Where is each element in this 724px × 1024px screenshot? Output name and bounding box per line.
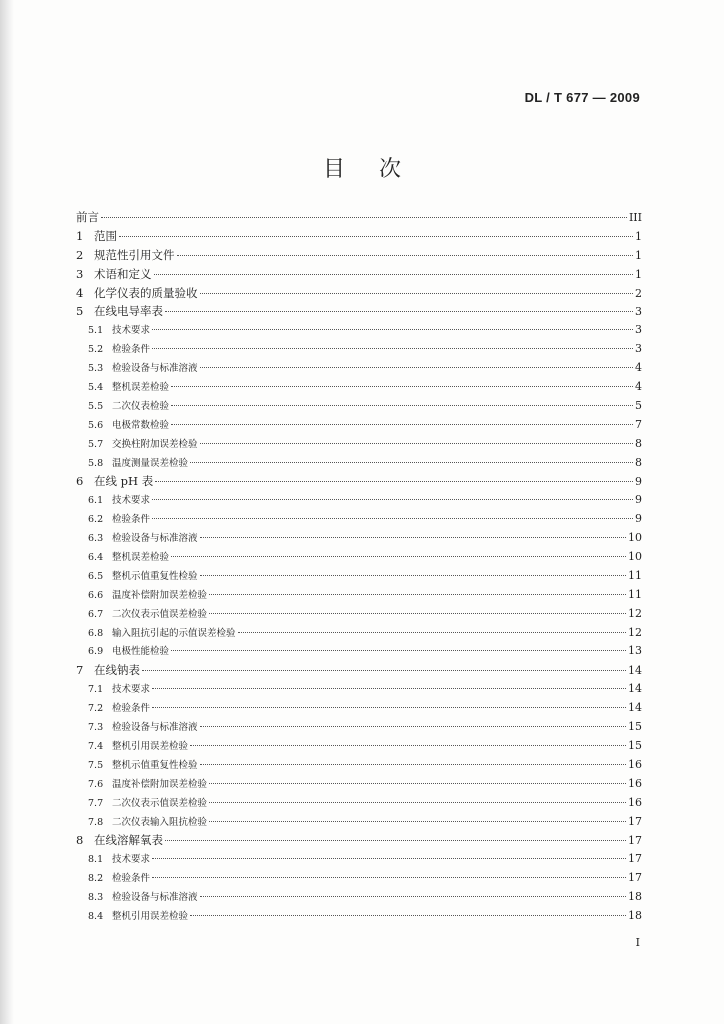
toc-entry[interactable] [76, 266, 642, 285]
toc-entry-page: 9 [635, 493, 642, 507]
toc-entry-title: 整机示值重复性检验 [112, 570, 198, 582]
toc-entry-page: 14 [628, 664, 642, 678]
toc-entry-title: 电极常数检验 [112, 419, 170, 431]
toc-entry-number: 8.2 [88, 873, 104, 885]
dot-leader [142, 670, 626, 671]
standard-code: DL / T 677 — 2009 [524, 90, 640, 105]
toc-entry[interactable] [76, 851, 642, 870]
toc-entry-page: 13 [628, 644, 642, 658]
toc-entry-title: 在线电导率表 [94, 304, 163, 319]
toc-entry-page: 15 [628, 738, 642, 752]
toc-entry-number: 6.5 [88, 570, 104, 582]
toc-entry-number: 5.2 [88, 344, 104, 356]
toc-entry[interactable] [76, 908, 642, 927]
toc-entry-page: 17 [628, 814, 642, 828]
dot-leader [155, 481, 633, 482]
toc-entry-page: III [628, 211, 642, 224]
toc-entry-page: 18 [628, 908, 642, 922]
toc-entry-number: 5.7 [88, 438, 104, 450]
dot-leader [200, 896, 626, 897]
dot-leader [152, 877, 626, 878]
toc-entry-page: 16 [628, 776, 642, 790]
toc-entry-page: 10 [628, 550, 642, 564]
toc-entry-title: 检验设备与标准溶液 [112, 892, 198, 904]
dot-leader [200, 293, 634, 294]
dot-leader [200, 367, 633, 368]
toc-entry-number: 5.4 [88, 382, 104, 394]
dot-leader [209, 783, 626, 784]
toc-entry-title: 输入阻抗引起的示值误差检验 [112, 627, 236, 639]
page-title: 目次 [322, 157, 435, 182]
toc-entry[interactable] [76, 379, 642, 398]
toc-entry[interactable] [76, 417, 642, 436]
toc-entry-title: 前言 [76, 210, 99, 224]
toc-entry-title: 检验条件 [112, 344, 151, 356]
toc-entry-page: 10 [628, 531, 642, 545]
toc-entry-page: 15 [628, 720, 642, 734]
toc-entry[interactable] [76, 757, 642, 776]
dot-leader [165, 311, 633, 312]
toc-entry-title: 整机示值重复性检验 [112, 759, 198, 771]
toc-entry-page: 17 [628, 834, 642, 848]
toc-entry-title: 检验条件 [112, 873, 151, 885]
toc-entry-number: 5.5 [88, 400, 104, 412]
toc-entry-page: 2 [635, 286, 642, 300]
dot-leader [101, 217, 627, 218]
toc-entry-number: 8.1 [88, 854, 104, 866]
toc-entry-page: 8 [635, 436, 642, 450]
dot-leader [171, 650, 626, 651]
toc-entry-number: 7.8 [88, 816, 104, 828]
toc-entry[interactable] [76, 322, 642, 341]
toc-entry[interactable] [76, 795, 642, 814]
toc-entry-title: 在线钠表 [94, 663, 140, 678]
toc-entry-page: 14 [628, 682, 642, 696]
dot-leader [209, 802, 626, 803]
toc-entry-page: 12 [628, 606, 642, 620]
toc-entry-number: 5 [76, 304, 84, 319]
toc-entry-title: 整机引用误差检验 [112, 910, 189, 922]
toc-entry-number: 6.4 [88, 552, 104, 564]
toc-entry[interactable] [76, 814, 642, 833]
toc-entry-title: 技术要求 [112, 325, 151, 337]
toc-entry[interactable] [76, 341, 642, 360]
toc-entry-page: 11 [628, 587, 642, 601]
dot-leader [152, 858, 626, 859]
toc-entry[interactable] [76, 832, 642, 851]
toc-entry-title: 温度测量误差检验 [112, 457, 189, 469]
toc-entry-number: 6.7 [88, 608, 104, 620]
toc-entry-title: 交换柱附加误差检验 [112, 438, 198, 450]
toc-entry[interactable] [76, 776, 642, 795]
toc-entry-number: 7.3 [88, 722, 104, 734]
dot-leader [154, 274, 634, 275]
dot-leader [200, 575, 626, 576]
dot-leader [200, 443, 633, 444]
toc-entry-number: 7.4 [88, 740, 104, 752]
toc-entry-page: 11 [628, 568, 642, 582]
toc-entry-page: 4 [635, 380, 642, 394]
toc-entry-number: 2 [76, 247, 84, 262]
dot-leader [152, 707, 626, 708]
toc-entry-page: 14 [628, 701, 642, 715]
toc-entry-page: 17 [628, 852, 642, 866]
dot-leader [152, 518, 633, 519]
toc-entry-title: 检验设备与标准溶液 [112, 363, 198, 375]
toc-entry-number: 5.6 [88, 419, 104, 431]
toc-entry-page: 1 [635, 248, 642, 262]
dot-leader [171, 424, 633, 425]
dot-leader [152, 688, 626, 689]
toc-entry-page: 16 [628, 795, 642, 809]
toc-entry-number: 8.4 [88, 910, 104, 922]
toc-entry[interactable] [76, 285, 642, 304]
toc-entry[interactable] [76, 247, 642, 266]
toc-entry[interactable] [76, 360, 642, 379]
toc-entry-title: 术语和定义 [94, 266, 152, 281]
toc-entry[interactable] [76, 436, 642, 455]
toc-entry-title: 检验设备与标准溶液 [112, 722, 198, 734]
toc-entry[interactable] [76, 719, 642, 738]
toc-entry[interactable] [76, 473, 642, 492]
toc-entry[interactable] [76, 700, 642, 719]
dot-leader [238, 632, 626, 633]
toc-entry-number: 8 [76, 833, 84, 848]
toc-entry[interactable] [76, 587, 642, 606]
toc-entry-number: 6.9 [88, 646, 104, 658]
dot-leader [209, 613, 626, 614]
toc-entry-page: 7 [635, 417, 642, 431]
toc-entry-number: 4 [76, 285, 84, 300]
toc-entry-number: 7.6 [88, 778, 104, 790]
toc-entry[interactable] [76, 398, 642, 417]
dot-leader [190, 915, 626, 916]
toc-entry-page: 9 [635, 475, 642, 489]
toc-entry[interactable] [76, 870, 642, 889]
toc-entry[interactable] [76, 455, 642, 474]
toc-entry[interactable] [76, 681, 642, 700]
toc-entry-number: 1 [76, 228, 84, 243]
toc-entry-number: 6.1 [88, 495, 104, 507]
toc-entry[interactable] [76, 625, 642, 644]
toc-entry[interactable] [76, 738, 642, 757]
toc-entry-title: 技术要求 [112, 495, 151, 507]
toc-entry-number: 5.1 [88, 325, 104, 337]
toc-entry[interactable] [76, 643, 642, 662]
toc-entry[interactable] [76, 889, 642, 908]
table-of-contents [76, 209, 642, 927]
toc-entry[interactable] [76, 492, 642, 511]
dot-leader [171, 386, 633, 387]
toc-entry-title: 二次仪表示值误差检验 [112, 797, 208, 809]
toc-entry-title: 化学仪表的质量验收 [94, 285, 198, 300]
dot-leader [209, 821, 626, 822]
toc-entry-title: 温度补偿附加误差检验 [112, 589, 208, 601]
toc-entry-title: 技术要求 [112, 854, 151, 866]
toc-entry-page: 3 [635, 323, 642, 337]
toc-entry-page: 16 [628, 757, 642, 771]
toc-entry-number: 7.5 [88, 759, 104, 771]
toc-entry-title: 检验条件 [112, 703, 151, 715]
toc-entry[interactable] [76, 530, 642, 549]
toc-entry-page: 3 [635, 305, 642, 319]
toc-entry-title: 二次仪表输入阻抗检验 [112, 816, 208, 828]
toc-entry-title: 检验设备与标准溶液 [112, 533, 198, 545]
page-number: I [635, 936, 640, 949]
toc-entry-number: 7.2 [88, 703, 104, 715]
toc-entry-number: 5.8 [88, 457, 104, 469]
toc-entry-page: 8 [635, 455, 642, 469]
dot-leader [200, 726, 626, 727]
toc-entry[interactable] [76, 511, 642, 530]
dot-leader [190, 745, 626, 746]
toc-entry-number: 6.8 [88, 627, 104, 639]
toc-entry-title: 整机误差检验 [112, 552, 170, 564]
toc-entry[interactable] [76, 209, 642, 228]
dot-leader [209, 594, 626, 595]
toc-entry-page: 9 [635, 512, 642, 526]
toc-entry-number: 6.6 [88, 589, 104, 601]
toc-entry-title: 规范性引用文件 [94, 247, 175, 262]
toc-entry-title: 二次仪表检验 [112, 400, 170, 412]
dot-leader [152, 348, 633, 349]
toc-entry-title: 二次仪表示值误差检验 [112, 608, 208, 620]
toc-entry-number: 3 [76, 266, 84, 281]
dot-leader [165, 840, 626, 841]
toc-entry-title: 技术要求 [112, 684, 151, 696]
dot-leader [190, 462, 633, 463]
toc-entry-number: 8.3 [88, 892, 104, 904]
toc-entry-title: 在线 pH 表 [94, 474, 154, 489]
dot-leader [171, 405, 633, 406]
toc-entry-page: 5 [635, 398, 642, 412]
toc-entry-page: 3 [635, 342, 642, 356]
toc-entry-number: 7.7 [88, 797, 104, 809]
toc-entry-number: 7.1 [88, 684, 104, 696]
dot-leader [200, 537, 626, 538]
toc-entry-title: 温度补偿附加误差检验 [112, 778, 208, 790]
toc-entry[interactable] [76, 549, 642, 568]
toc-entry-title: 在线溶解氧表 [94, 833, 163, 848]
toc-entry-page: 17 [628, 871, 642, 885]
toc-entry[interactable] [76, 228, 642, 247]
toc-entry-title: 整机误差检验 [112, 382, 170, 394]
toc-entry-title: 电极性能检验 [112, 646, 170, 658]
toc-entry-number: 6.3 [88, 533, 104, 545]
dot-leader [177, 255, 634, 256]
toc-entry[interactable] [76, 662, 642, 681]
dot-leader [152, 329, 633, 330]
toc-entry-page: 12 [628, 625, 642, 639]
toc-entry-page: 18 [628, 890, 642, 904]
toc-entry-title: 整机引用误差检验 [112, 740, 189, 752]
dot-leader [119, 236, 633, 237]
dot-leader [152, 499, 633, 500]
toc-entry-number: 6 [76, 474, 84, 489]
toc-entry-title: 范围 [94, 228, 117, 243]
toc-entry[interactable] [76, 303, 642, 322]
toc-entry-number: 6.2 [88, 514, 104, 526]
toc-entry-page: 4 [635, 361, 642, 375]
toc-entry-number: 5.3 [88, 363, 104, 375]
toc-entry-number: 7 [76, 663, 84, 678]
toc-entry[interactable] [76, 568, 642, 587]
dot-leader [171, 556, 626, 557]
toc-entry[interactable] [76, 606, 642, 625]
toc-entry-page: 1 [635, 267, 642, 281]
dot-leader [200, 764, 626, 765]
toc-entry-page: 1 [635, 229, 642, 243]
toc-entry-title: 检验条件 [112, 514, 151, 526]
